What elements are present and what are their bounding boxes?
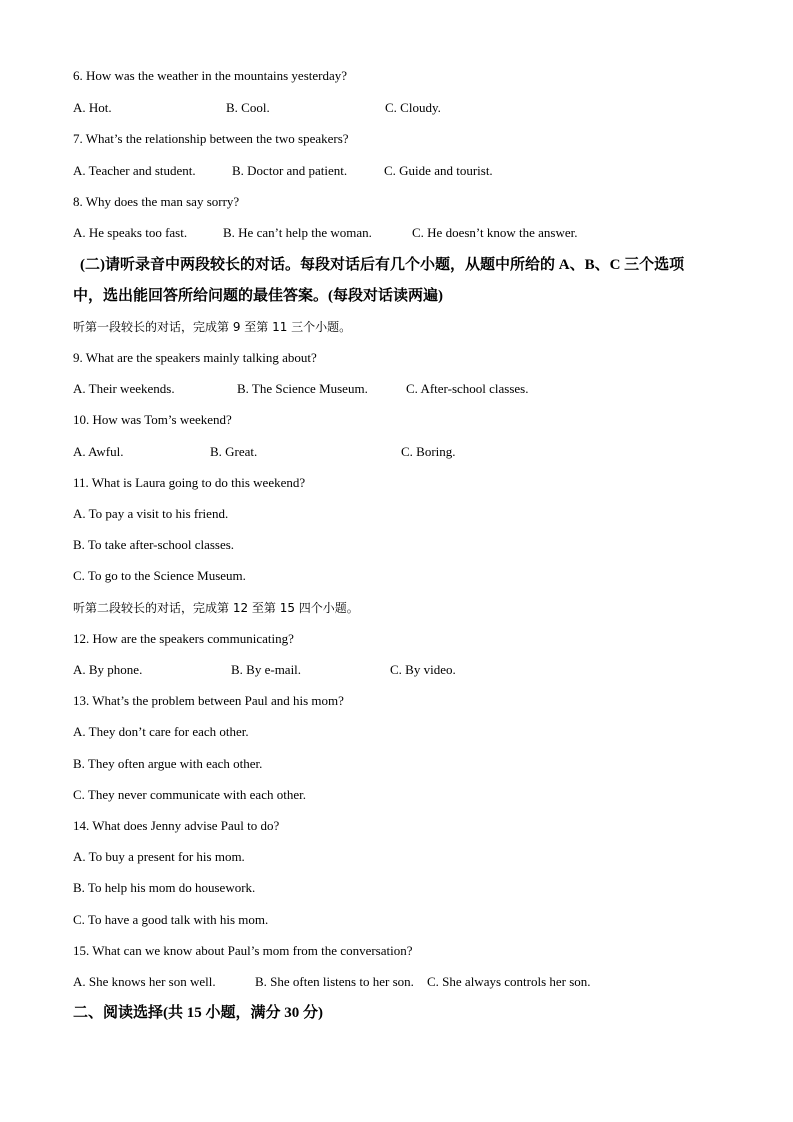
question-11-option-c: C. To go to the Science Museum.	[73, 568, 246, 583]
question-12: 12. How are the speakers communicating?	[73, 631, 294, 646]
question-10: 10. How was Tom’s weekend?	[73, 412, 232, 427]
dialog-2-intro: 听第二段较长的对话，完成第 12 至第 15 四个小题。	[73, 601, 359, 615]
question-13-option-a: A. They don’t care for each other.	[73, 724, 249, 739]
question-8-option-a: A. He speaks too fast.	[73, 225, 188, 240]
question-12-option-c: C. By video.	[390, 662, 456, 677]
question-13: 13. What’s the problem between Paul and his mom?	[73, 693, 344, 708]
question-14-option-c: C. To have a good talk with his mom.	[73, 912, 269, 927]
question-15: 15. What can we know about Paul’s mom from the conversation?	[73, 943, 413, 958]
question-14: 14. What does Jenny advise Paul to do?	[73, 818, 280, 833]
part-2-heading: 二、阅读选择(共 15 小题，满分 30 分)	[73, 1005, 323, 1021]
dialog-1-intro: 听第一段较长的对话，完成第 9 至第 11 三个小题。	[73, 320, 352, 334]
question-9: 9. What are the speakers mainly talking about?	[73, 350, 317, 365]
question-9-option-b: B. The Science Museum.	[237, 381, 368, 396]
question-10-option-c: C. Boring.	[401, 444, 456, 459]
question-12-option-a: A. By phone.	[73, 662, 143, 677]
question-7: 7. What’s the relationship between the two speakers?	[73, 131, 349, 146]
question-11: 11. What is Laura going to do this weekend?	[73, 475, 306, 490]
section-2-heading-line-2: 中，选出能回答所给问题的最佳答案。(每段对话读两遍)	[73, 288, 443, 304]
question-14-option-b: B. To help his mom do housework.	[73, 880, 256, 895]
question-10-option-a: A. Awful.	[73, 444, 124, 459]
question-15-option-b: B. She often listens to her son.	[255, 974, 414, 989]
question-11-option-a: A. To pay a visit to his friend.	[73, 506, 229, 521]
question-14-option-a: A. To buy a present for his mom.	[73, 849, 245, 864]
question-8-option-c: C. He doesn’t know the answer.	[412, 225, 578, 240]
question-13-option-b: B. They often argue with each other.	[73, 756, 263, 771]
question-8-option-b: B. He can’t help the woman.	[223, 225, 372, 240]
question-7-option-a: A. Teacher and student.	[73, 163, 196, 178]
question-6-option-b: B. Cool.	[226, 100, 270, 115]
question-15-option-c: C. She always controls her son.	[427, 974, 591, 989]
question-9-option-a: A. Their weekends.	[73, 381, 175, 396]
question-7-option-c: C. Guide and tourist.	[384, 163, 493, 178]
question-15-option-a: A. She knows her son well.	[73, 974, 216, 989]
question-12-option-b: B. By e-mail.	[231, 662, 302, 677]
question-8: 8. Why does the man say sorry?	[73, 194, 240, 209]
question-6: 6. How was the weather in the mountains yesterday?	[73, 68, 348, 83]
question-9-option-c: C. After-school classes.	[406, 381, 529, 396]
question-6-option-c: C. Cloudy.	[385, 100, 441, 115]
question-10-option-b: B. Great.	[210, 444, 258, 459]
question-13-option-c: C. They never communicate with each other.	[73, 787, 306, 802]
question-11-option-b: B. To take after-school classes.	[73, 537, 235, 552]
section-2-heading-line-1: (二)请听录音中两段较长的对话。每段对话后有几个小题，从题中所给的 A、B、C 三个选项	[80, 257, 685, 273]
question-7-option-b: B. Doctor and patient.	[232, 163, 348, 178]
question-6-option-a: A. Hot.	[73, 100, 112, 115]
